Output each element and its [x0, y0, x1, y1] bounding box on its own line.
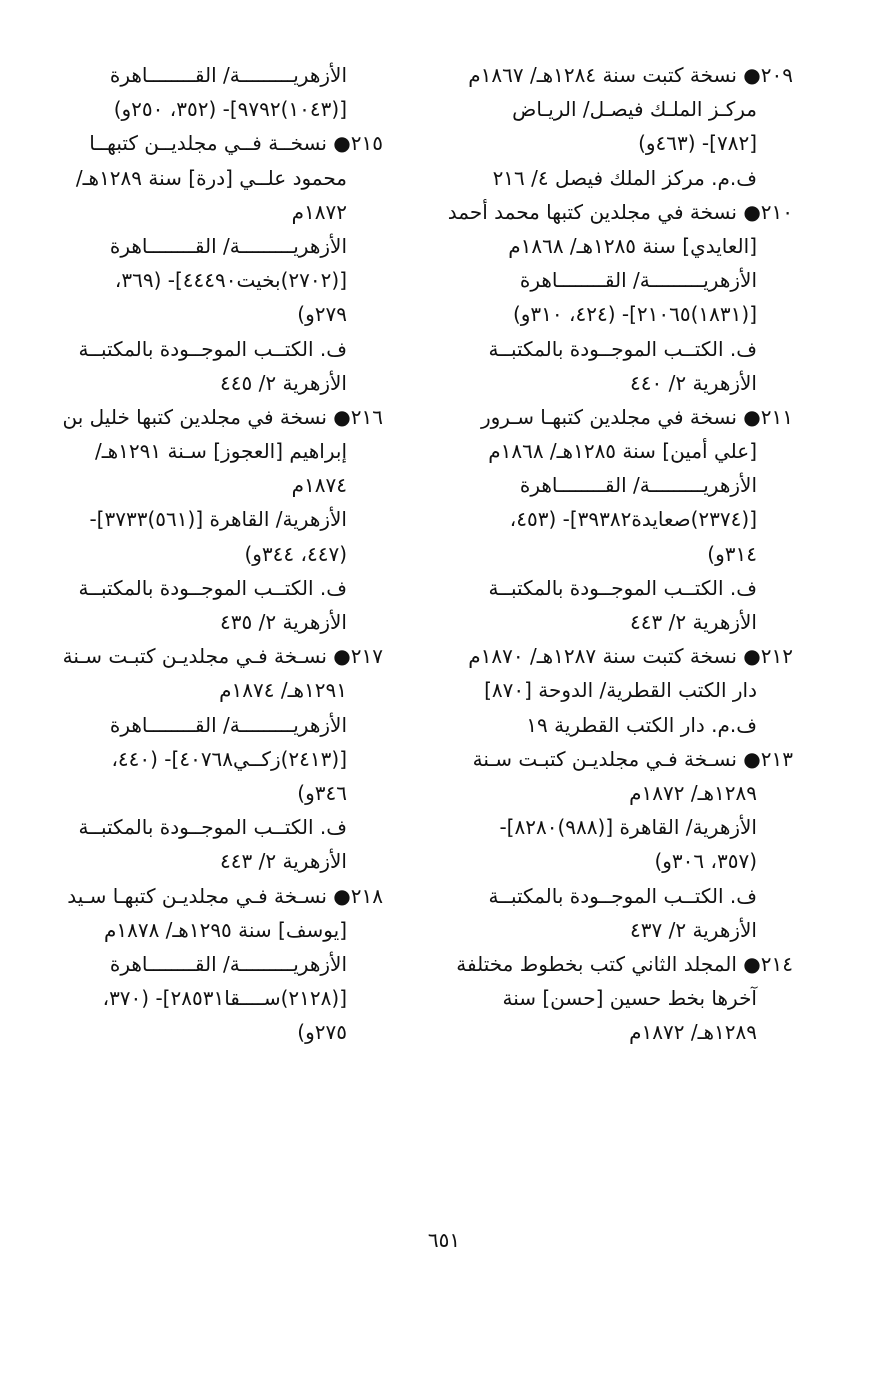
entry-text-line: الأزهرية/ القاهرة [(٥٦١)٣٧٣٣]-	[89, 507, 347, 532]
entry-heading-line: ٢١٣● نسـخة فـي مجلديـن كتبـت سـنة	[472, 746, 793, 771]
entry-text-line: ١٢٩١هـ/ ١٨٧٤م	[219, 678, 347, 703]
entry-text-line: الأزهريـــــــــة/ القــــــــاهرة	[519, 473, 757, 498]
entry-text-line: [(١٨٣١)٢١٠٦٥]- (٤٢٤، ٣١٠و)	[512, 302, 757, 327]
entry-text-line: الأزهريـــــــــة/ القــــــــاهرة	[109, 63, 347, 87]
entry-heading-line: ٢١١● نسخة في مجلدين كتبهـا سـرور	[480, 404, 793, 429]
entry-text-line: مركـز الملـك فيصـل/ الريـاض	[512, 97, 757, 122]
entry-heading-line: ٢١٧● نسـخة فـي مجلديـن كتبـت سـنة	[62, 644, 383, 669]
entry-text-line: الأزهرية/ القاهرة [(٩٨٨)٨٢٨٠]-	[499, 815, 757, 840]
entry-text-line: إبراهيم [العجوز] سـنة ١٢٩١هـ/	[95, 439, 347, 464]
entry-heading-line: ٢١٨● نسـخة فـي مجلديـن كتبهـا سـيد	[67, 883, 383, 908]
entry-text-line: [(٢٤١٣)زكــي٤٠٧٦٨]- (٤٤٠،	[111, 746, 347, 771]
page-number: ٦٥١	[427, 1228, 461, 1252]
entry-text-line: الأزهرية ٢/ ٤٣٥	[220, 610, 347, 634]
entry-text-line: [(٢٧٠٢)بخيت٤٤٤٩٠]- (٣٦٩،	[114, 268, 347, 293]
entry-text-line: ١٨٧٢م	[291, 199, 347, 224]
entry-text-line: ف. الكتــب الموجــودة بالمكتبــة	[78, 575, 347, 600]
entry-text-line: الأزهرية ٢/ ٤٤٥	[220, 370, 347, 395]
entry-text-line: ٢٧٩و)	[297, 302, 347, 327]
entry-text-line: آخرها بخط حسين [حسن] سنة	[502, 986, 757, 1011]
entry-text-line: [علي أمين] سنة ١٢٨٥هـ/ ١٨٦٨م	[488, 439, 757, 464]
entry-heading-line: ٢١٥● نسخــة فــي مجلديــن كتبهــا	[89, 131, 383, 156]
entry-text-line: الأزهريـــــــــة/ القــــــــاهرة	[109, 951, 347, 976]
entry-text-line: [(٢٣٧٤)صعايدة٣٩٣٨٢]- (٤٥٣،	[509, 507, 757, 532]
entry-text-line: محمود علــي [درة] سنة ١٢٨٩هـ/	[75, 165, 347, 190]
entry-heading-line: ٢١٦● نسخة في مجلدين كتبها خليل بن	[62, 404, 383, 429]
entry-text-line: ف. الكتــب الموجــودة بالمكتبــة	[78, 815, 347, 840]
entry-text-line: (٤٤٧، ٣٤٤و)	[244, 541, 347, 566]
entry-text-line: الأزهريـــــــــة/ القــــــــاهرة	[109, 233, 347, 258]
entry-text-line: الأزهرية ٢/ ٤٣٧	[630, 917, 757, 942]
entry-heading-line: ٢٠٩● نسخة كتبت سنة ١٢٨٤هـ/ ١٨٦٧م	[468, 63, 793, 87]
entry-text-line: ف. الكتــب الموجــودة بالمكتبــة	[78, 336, 347, 361]
entry-text-line: [٧٨٢]- (٤٦٣و)	[638, 131, 757, 156]
entry-heading-line: ٢١٢● نسخة كتبت سنة ١٢٨٧هـ/ ١٨٧٠م	[468, 644, 793, 669]
entry-text-line: ١٢٨٩هـ/ ١٨٧٢م	[629, 780, 757, 805]
entry-text-line: [يوسف] سنة ١٢٩٥هـ/ ١٨٧٨م	[103, 917, 347, 942]
entry-text-line: ١٢٨٩هـ/ ١٨٧٢م	[629, 1020, 757, 1045]
entry-text-line: ٢٧٥و)	[297, 1020, 347, 1045]
entry-text-line: الأزهريـــــــــة/ القــــــــاهرة	[519, 268, 757, 293]
entry-heading-line: ٢١٠● نسخة في مجلدين كتبها محمد أحمد	[447, 199, 793, 224]
entry-text-line: ف. الكتــب الموجــودة بالمكتبــة	[488, 575, 757, 600]
entry-text-line: ف. الكتــب الموجــودة بالمكتبــة	[488, 336, 757, 361]
entry-text-line: الأزهرية ٢/ ٤٤٣	[220, 849, 347, 874]
entry-text-line: ف.م. مركز الملك فيصل ٤/ ٢١٦	[492, 165, 757, 190]
entry-text-line: ١٨٧٤م	[291, 473, 347, 498]
left-column	[62, 58, 383, 1049]
entry-text-line: (٣٥٧، ٣٠٦و)	[654, 849, 757, 874]
entry-text-line: [(١٠٤٣)٩٧٩٢]- (٣٥٢، ٢٥٠و)	[113, 97, 347, 122]
entry-text-line: ف.م. دار الكتب القطرية ١٩	[526, 712, 757, 737]
entry-text-line: دار الكتب القطرية/ الدوحة [٨٧٠]	[484, 678, 757, 703]
entry-heading-line: ٢١٤● المجلد الثاني كتب بخطوط مختلفة	[456, 951, 793, 976]
entry-text-line: [(٢١٢٨)ســــقا٢٨٥٣١]- (٣٧٠،	[102, 986, 347, 1011]
right-column	[447, 58, 793, 1049]
entry-text-line: ف. الكتــب الموجــودة بالمكتبــة	[488, 883, 757, 908]
entry-text-line: ٣١٤و)	[707, 541, 757, 566]
entry-text-line: [العايدي] سنة ١٢٨٥هـ/ ١٨٦٨م	[508, 233, 757, 258]
entry-text-line: الأزهريـــــــــة/ القــــــــاهرة	[109, 712, 347, 737]
entry-text-line: ٣٤٦و)	[297, 780, 347, 805]
entry-text-line: الأزهرية ٢/ ٤٤٠	[630, 370, 757, 395]
entry-text-line: الأزهرية ٢/ ٤٤٣	[630, 610, 757, 634]
